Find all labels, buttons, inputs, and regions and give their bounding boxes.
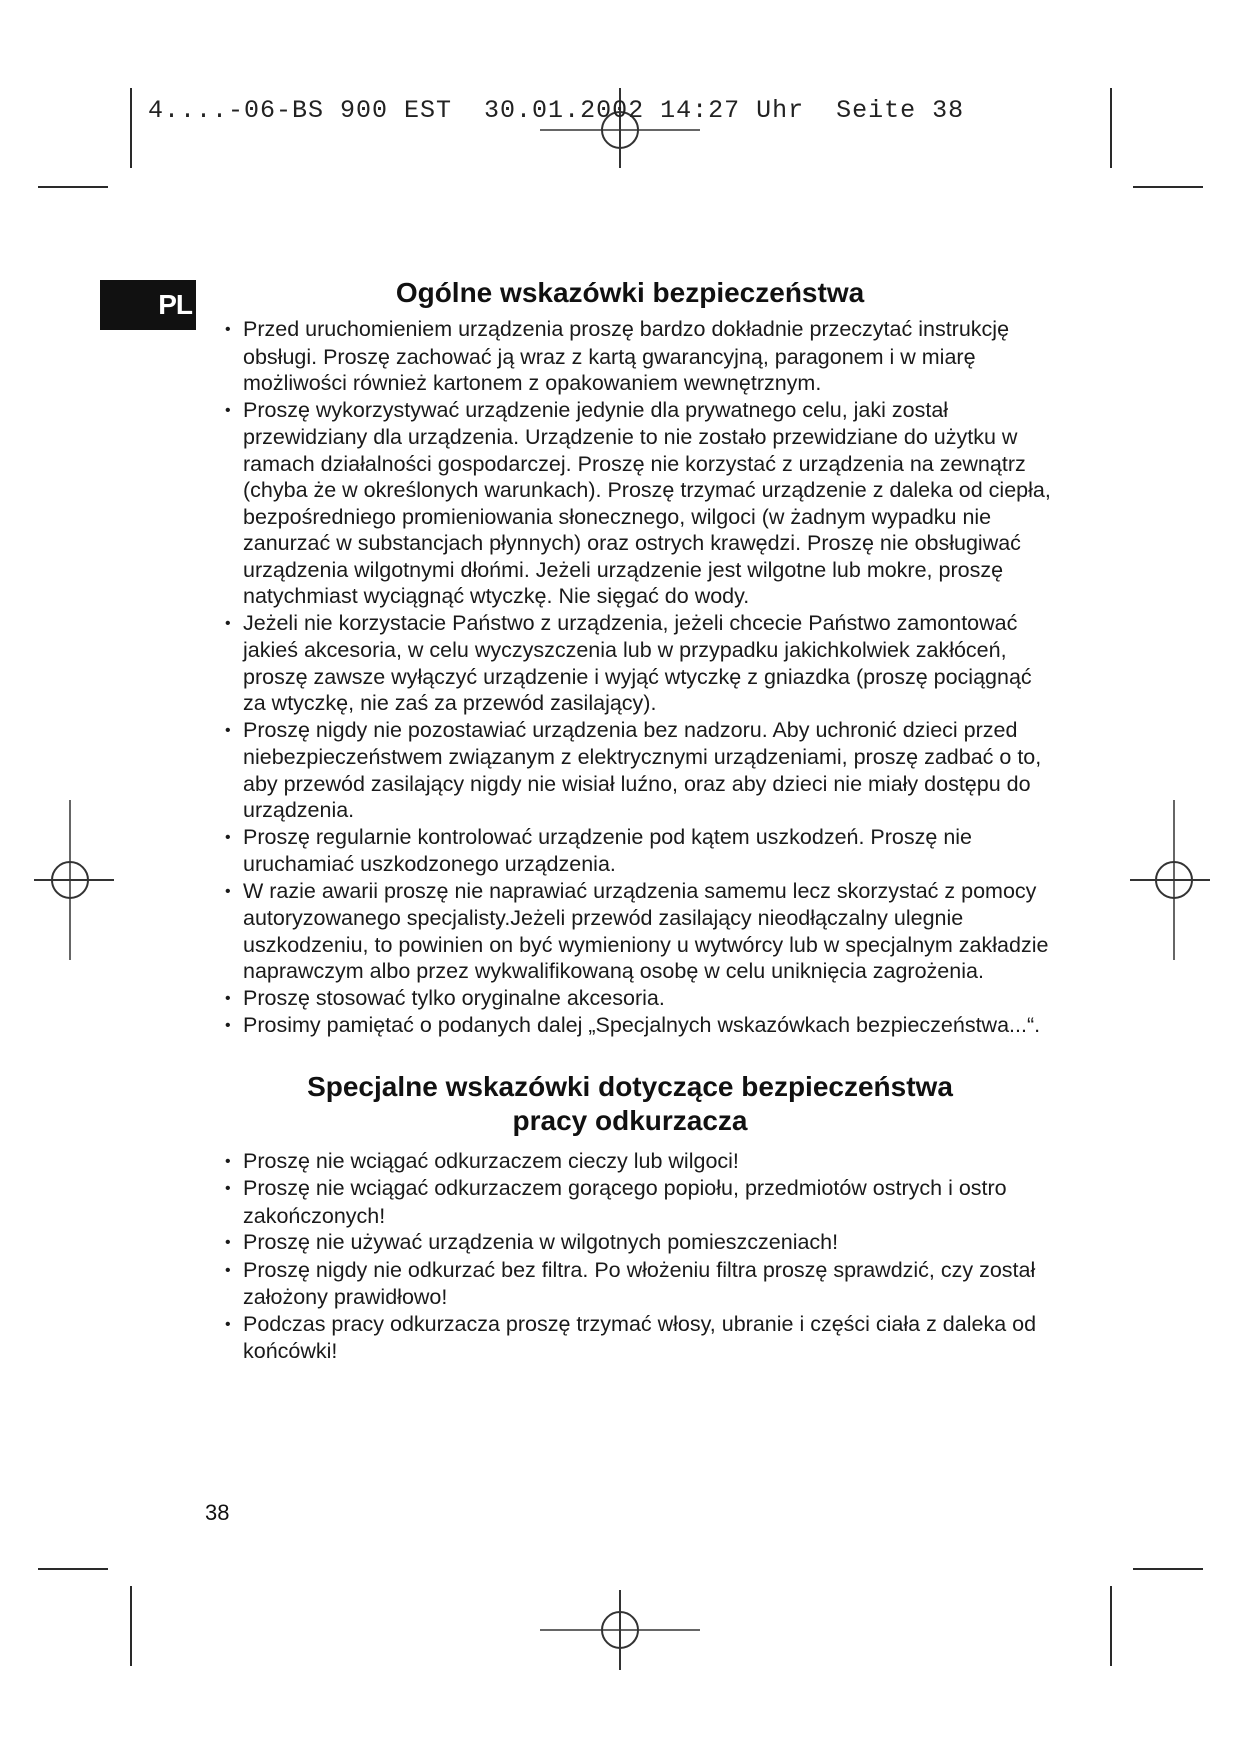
list-item [205, 1311, 1055, 1365]
language-tab [100, 280, 196, 330]
bullet-icon: • [225, 1234, 231, 1251]
list-item-text: Prosimy pamiętać o podanych dalej „Specjalnych wskazówkach bezpieczeństwa...“. [243, 1013, 1041, 1037]
list-item-text: W razie awarii proszę nie naprawiać urządzenia samemu lecz skorzystać z pomocy autoryzowanego specjalisty.Jeżeli przewód zasilający nieodłączalny ulegnie uszkodzeniu, to powinien on być wymieniony u wytwórcy lub w specjalnym zakładzie naprawczym albo przez wykwalifikowaną osobę w celu uniknięcia zagrożenia. [243, 878, 1049, 983]
list-item-text: Proszę regularnie kontrolować urządzenie pod kątem uszkodzeń. Proszę nie uruchamiać uszkodzonego urządzenia. [243, 824, 973, 876]
list-item [205, 717, 1055, 824]
list-item-text: Proszę stosować tylko oryginalne akcesoria. [243, 985, 665, 1010]
vacuum-safety-list [205, 1148, 1055, 1365]
list-item-text: Jeżeli nie korzystacie Państwo z urządzenia, jeżeli chcecie Państwo zamontować jakieś akcesoria, w celu wyczyszczenia lub w przypadku jakichkolwiek zakłóceń, proszę zawsze wyłączyć urządzenie i wyjąć wtyczkę z gniazdka (proszę pociągnąć za wtyczkę, nie zaś za przewód zasilający). [243, 610, 1032, 715]
bullet-icon: • [225, 614, 231, 632]
list-item [205, 1229, 1055, 1257]
list-item [205, 1175, 1055, 1229]
list-item [205, 1012, 1055, 1040]
bullet-icon: • [225, 882, 231, 900]
general-safety-list [205, 316, 1055, 1040]
section-title-line: pracy odkurzacza [512, 1104, 748, 1136]
list-item-text: Podczas pracy odkurzacza proszę trzymać włosy, ubranie i części ciała z daleka od końcówki! [243, 1311, 1037, 1363]
section-title-line: Specjalne wskazówki dotyczące bezpieczeństwa [307, 1070, 953, 1102]
list-item [205, 878, 1055, 985]
crop-mark [1110, 88, 1112, 168]
list-item-text: Proszę nigdy nie pozostawiać urządzenia bez nadzoru. Aby uchronić dzieci przed niebezpieczeństwem związanym z elektrycznymi urządzeniami, proszę zadbać o to, aby przewód zasilający nigdy nie wisiał luźno, oraz aby dzieci nie miały dostępu do urządzenia. [243, 717, 1042, 822]
bullet-icon: • [225, 989, 231, 1007]
list-item [205, 397, 1055, 610]
bullet-icon: • [225, 1017, 231, 1034]
list-item [205, 316, 1055, 397]
bullet-icon: • [225, 321, 231, 338]
crop-mark [130, 1586, 132, 1666]
bullet-icon: • [225, 721, 231, 739]
list-item [205, 1148, 1055, 1176]
list-item [205, 1257, 1055, 1311]
bullet-icon: • [225, 1315, 231, 1333]
section-title-vacuum-safety [205, 1070, 1055, 1138]
crop-mark [1110, 1586, 1112, 1666]
crop-mark [1133, 186, 1203, 188]
crop-mark [38, 1568, 108, 1570]
section-title-general-safety: Ogólne wskazówki bezpieczeństwa [395, 277, 865, 308]
list-item-text: Proszę nie używać urządzenia w wilgotnych pomieszczeniach! [243, 1230, 839, 1254]
page-content [205, 276, 1055, 1365]
bullet-icon: • [225, 1261, 231, 1279]
print-slug: 4....-06-BS 900 EST 30.01.2002 14:27 Uhr Seite 38 [148, 96, 965, 125]
bullet-icon: • [225, 401, 231, 419]
crop-mark [38, 186, 108, 188]
registration-mark-icon [34, 800, 114, 960]
list-item-text: Proszę wykorzystywać urządzenie jedynie dla prywatnego celu, jaki został przewidziany dla urządzenia. Urządzenie to nie zostało przewidziane do użytku w ramach działalności gospodarczej. Proszę nie korzystać z urządzenia na zewnątrz (chyba że w określonych warunkach). Proszę trzymać urządzenie z daleka od ciepła, bezpośredniego promieniowania słonecznego, wilgoci (w żadnym wypadku nie zanurzać w substancjach płynnych) oraz ostrych krawędzi. Proszę nie obsługiwać urządzenia wilgotnymi dłońmi. Jeżeli urządzenie jest wilgotne lub mokre, proszę natychmiast wyciągnąć wtyczkę. Nie sięgać do wody. [243, 397, 1051, 608]
list-item-text: Przed uruchomieniem urządzenia proszę bardzo dokładnie przeczytać instrukcję obsługi. Proszę zachować ją wraz z kartą gwarancyjną, paragonem i w miarę możliwości również kartonem z opakowaniem wewnętrznym. [243, 317, 1010, 395]
bullet-icon: • [225, 828, 231, 846]
list-item-text: Proszę nie wciągać odkurzaczem cieczy lub wilgoci! [243, 1148, 739, 1173]
crop-mark [130, 88, 132, 168]
language-tab-label: PL [158, 289, 192, 320]
registration-mark-icon [540, 1590, 700, 1670]
bullet-icon: • [225, 1152, 231, 1170]
registration-mark-icon [1130, 800, 1210, 960]
crop-mark [1133, 1568, 1203, 1570]
list-item [205, 610, 1055, 717]
list-item [205, 985, 1055, 1013]
list-item [205, 824, 1055, 878]
list-item-text: Proszę nie wciągać odkurzaczem gorącego popiołu, przedmiotów ostrych i ostro zakończonych! [243, 1176, 1007, 1228]
page-number: 38 [205, 1500, 230, 1525]
list-item-text: Proszę nigdy nie odkurzać bez filtra. Po włożeniu filtra proszę sprawdzić, czy został założony prawidłowo! [243, 1257, 1036, 1309]
bullet-icon: • [225, 1180, 231, 1197]
